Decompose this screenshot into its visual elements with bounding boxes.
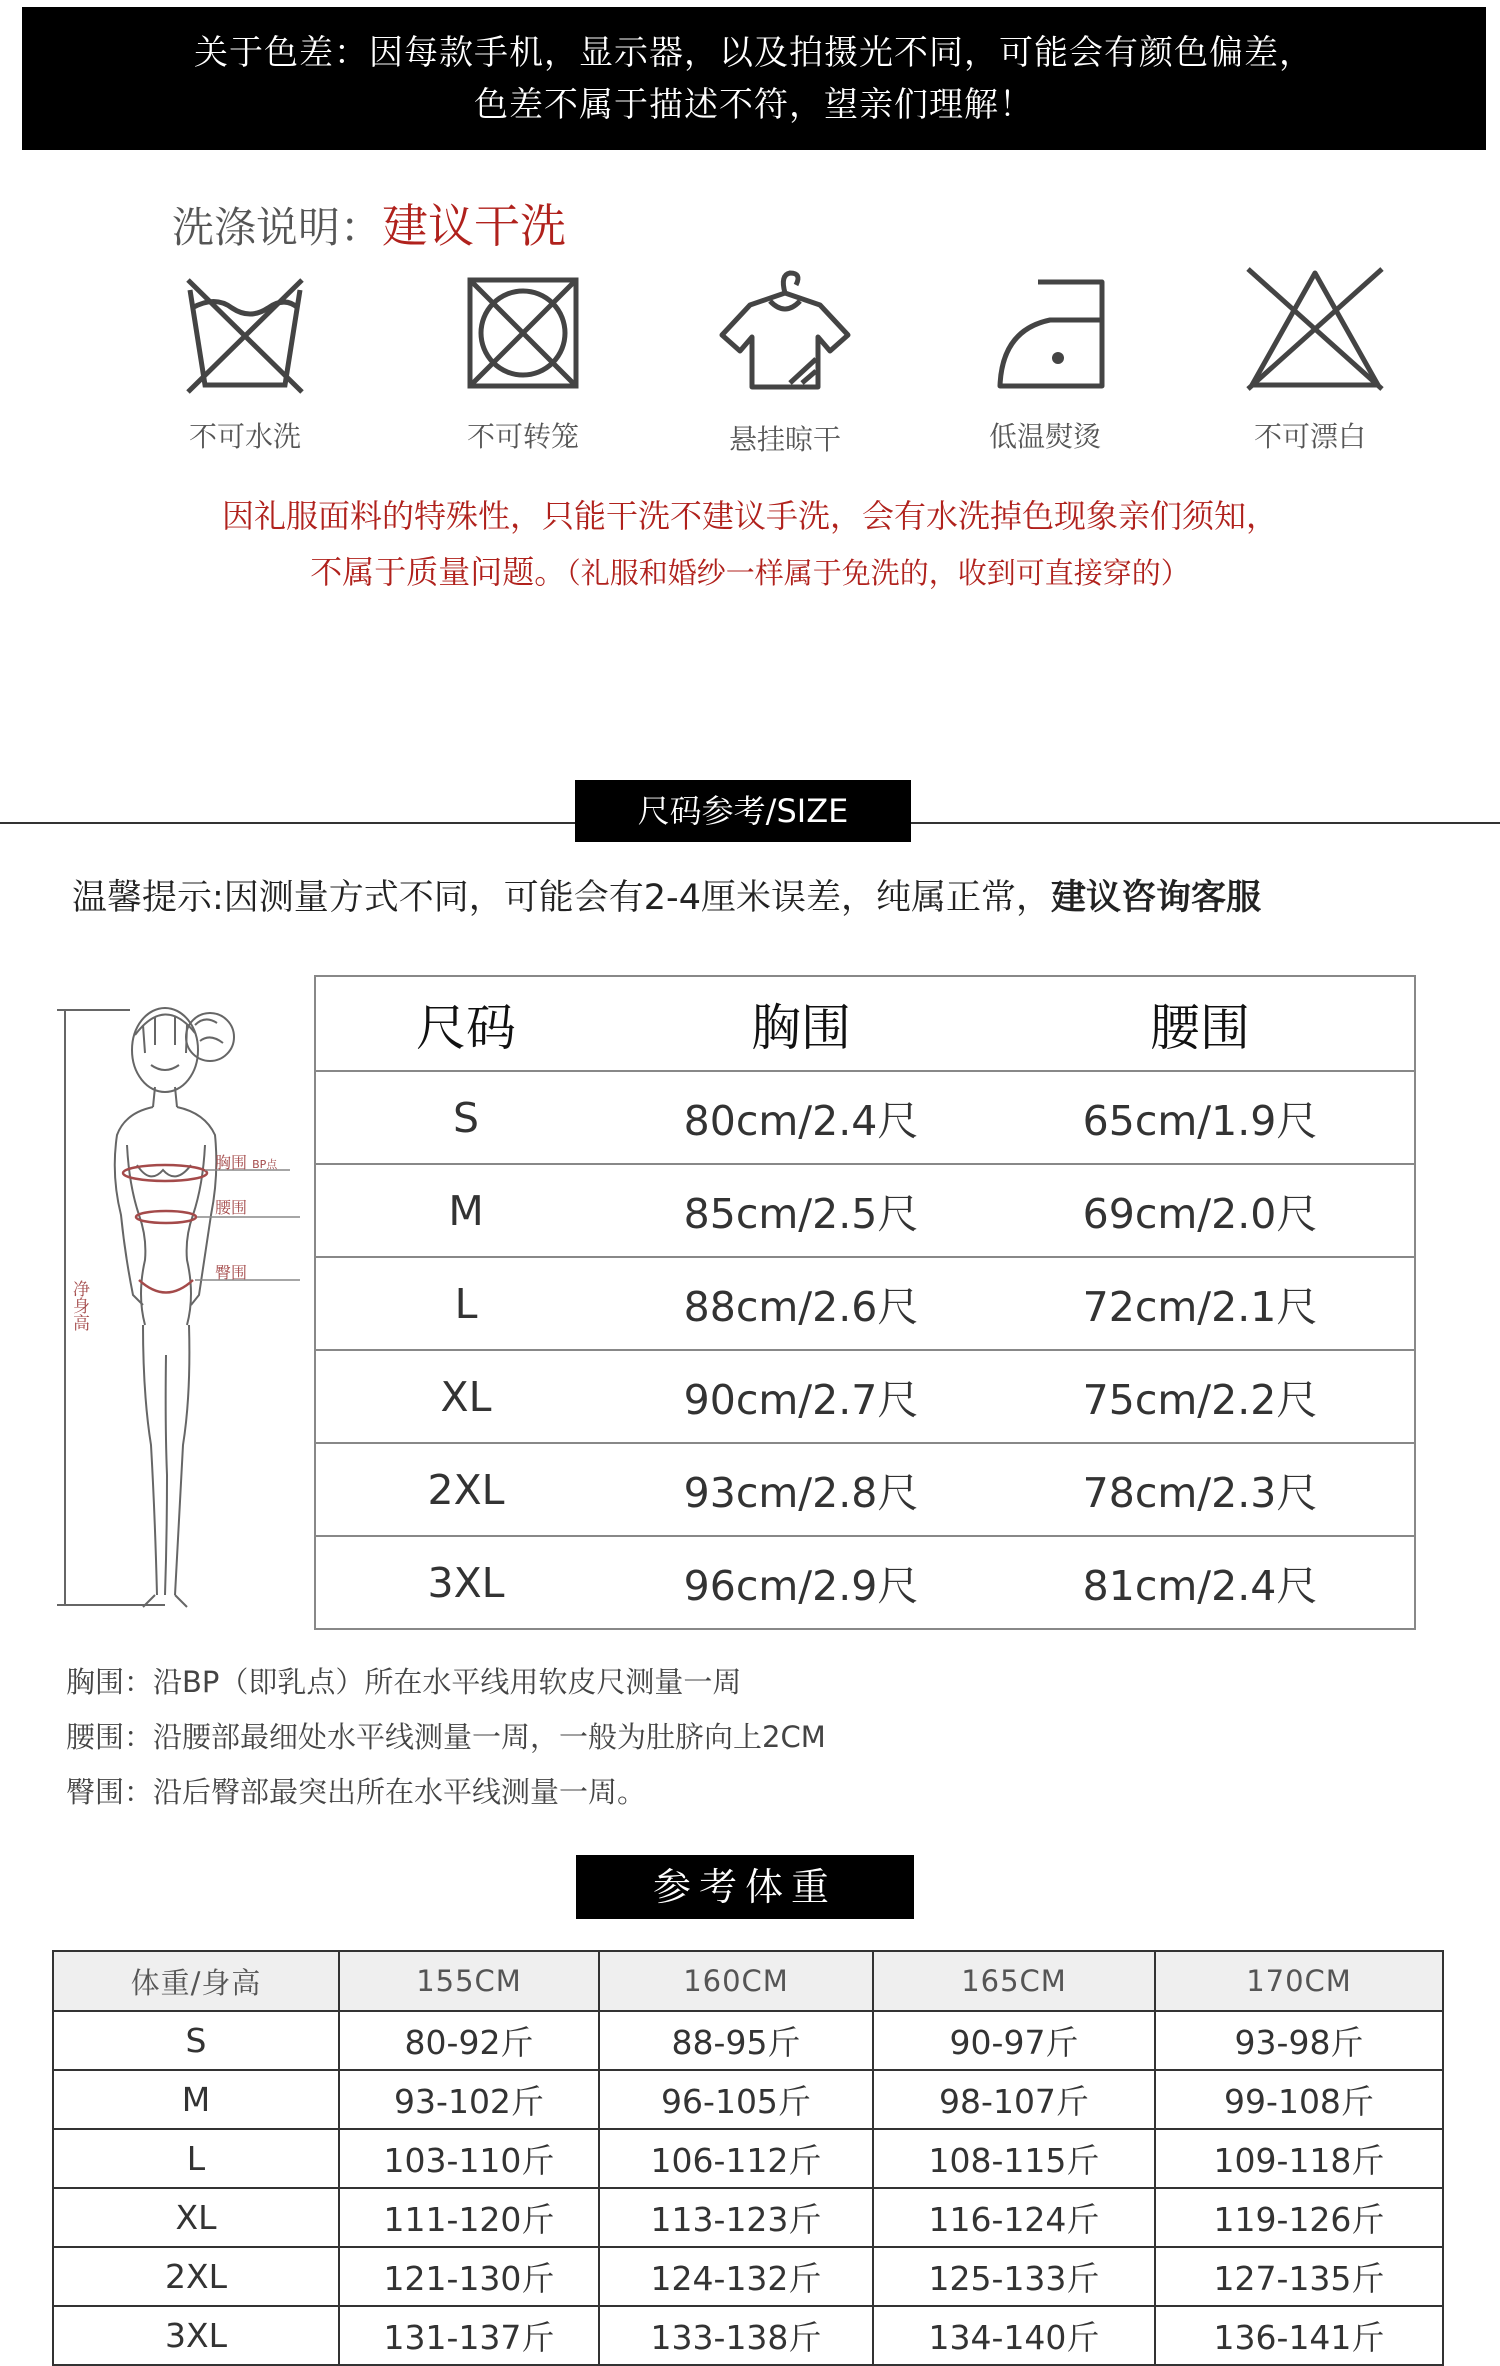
care-note-line-1: 因礼服面料的特殊性，只能干洗不建议手洗，会有水洗掉色现象亲们须知，	[221, 497, 1278, 535]
weight-cell: 133-138斤	[599, 2306, 873, 2365]
color-difference-notice	[22, 7, 1486, 150]
size-cell: L	[53, 2129, 339, 2188]
wash-title-highlight: 建议干洗	[382, 199, 567, 253]
tip-bold: 建议咨询客服	[1050, 878, 1261, 918]
waist-label: 腰围	[215, 1198, 248, 1217]
table-row	[315, 1443, 1415, 1536]
header-bust: 胸围	[751, 998, 851, 1057]
waist-cell: 65cm/1.9尺	[986, 1071, 1415, 1164]
bust-cell: 90cm/2.7尺	[616, 1350, 986, 1443]
weight-cell: 109-118斤	[1155, 2129, 1443, 2188]
figure-drawing	[55, 975, 315, 1615]
wash-title	[172, 190, 566, 256]
header-155: 155CM	[339, 1951, 599, 2011]
weight-table-header	[53, 1951, 1443, 2011]
bust-cell: 93cm/2.8尺	[616, 1443, 986, 1536]
table-row	[315, 1350, 1415, 1443]
body-measurement-figure	[55, 975, 315, 1615]
size-cell: 3XL	[315, 1536, 616, 1629]
wash-icon-label: 低温熨烫	[988, 420, 1101, 453]
size-cell: XL	[53, 2188, 339, 2247]
size-cell: 2XL	[315, 1443, 616, 1536]
wash-icon-label: 不可漂白	[1253, 420, 1366, 453]
waist-cell: 81cm/2.4尺	[986, 1536, 1415, 1629]
weight-cell: 93-98斤	[1155, 2011, 1443, 2070]
size-table-header	[315, 976, 1415, 1071]
weight-cell: 119-126斤	[1155, 2188, 1443, 2247]
weight-cell: 93-102斤	[339, 2070, 599, 2129]
bust-cell: 80cm/2.4尺	[616, 1071, 986, 1164]
table-row	[53, 2070, 1443, 2129]
care-note-main: 不属于质量问题。	[310, 553, 567, 591]
care-note	[100, 488, 1400, 601]
weight-cell: 88-95斤	[599, 2011, 873, 2070]
table-row	[53, 2306, 1443, 2365]
size-cell: L	[315, 1257, 616, 1350]
weight-cell: 131-137斤	[339, 2306, 599, 2365]
size-cell: S	[53, 2011, 339, 2070]
weight-cell: 127-135斤	[1155, 2247, 1443, 2306]
weight-cell: 116-124斤	[873, 2188, 1155, 2247]
size-cell: M	[315, 1164, 616, 1257]
size-cell: S	[315, 1071, 616, 1164]
weight-cell: 125-133斤	[873, 2247, 1155, 2306]
weight-cell: 90-97斤	[873, 2011, 1155, 2070]
header-size: 尺码	[416, 998, 516, 1057]
table-row	[53, 2129, 1443, 2188]
weight-cell: 98-107斤	[873, 2070, 1155, 2129]
header-weight-height: 体重/身高	[53, 1951, 339, 2011]
table-row	[53, 2188, 1443, 2247]
no-wash-icon	[170, 270, 320, 400]
weight-cell: 111-120斤	[339, 2188, 599, 2247]
notice-line-2: 色差不属于描述不符，望亲们理解！	[474, 84, 1034, 125]
size-cell: XL	[315, 1350, 616, 1443]
no-tumble-dry-icon	[448, 270, 598, 400]
header-160: 160CM	[599, 1951, 873, 2011]
waist-cell: 75cm/2.2尺	[986, 1350, 1415, 1443]
weight-cell: 113-123斤	[599, 2188, 873, 2247]
size-section-tag: 尺码参考/SIZE	[575, 780, 911, 842]
header-waist: 腰围	[1150, 998, 1250, 1057]
height-label: 净身高	[69, 1280, 89, 1331]
weight-table	[52, 1950, 1444, 2366]
weight-cell: 106-112斤	[599, 2129, 873, 2188]
header-170: 170CM	[1155, 1951, 1443, 2011]
table-row	[315, 1071, 1415, 1164]
weight-cell: 108-115斤	[873, 2129, 1155, 2188]
care-note-small: （礼服和婚纱一样属于免洗的，收到可直接穿的）	[566, 556, 1190, 590]
size-cell: 3XL	[53, 2306, 339, 2365]
tip-main: 温馨提示:因测量方式不同，可能会有2-4厘米误差，纯属正常，	[72, 878, 1051, 918]
size-cell: M	[53, 2070, 339, 2129]
table-row	[315, 1536, 1415, 1629]
weight-cell: 96-105斤	[599, 2070, 873, 2129]
table-row	[53, 2247, 1443, 2306]
bust-cell: 96cm/2.9尺	[616, 1536, 986, 1629]
note-bust: 胸围：沿BP（即乳点）所在水平线用软皮尺测量一周	[66, 1665, 742, 1699]
weight-cell: 124-132斤	[599, 2247, 873, 2306]
weight-cell: 134-140斤	[873, 2306, 1155, 2365]
wash-icon-label: 悬挂晾干	[728, 423, 841, 456]
bust-cell: 88cm/2.6尺	[616, 1257, 986, 1350]
table-row	[53, 2011, 1443, 2070]
weight-section-tag: 参考体重	[576, 1855, 914, 1919]
size-table	[314, 975, 1416, 1630]
waist-cell: 72cm/2.1尺	[986, 1257, 1415, 1350]
size-cell: 2XL	[53, 2247, 339, 2306]
measurement-tip	[72, 870, 1261, 920]
no-bleach-icon	[1240, 265, 1390, 395]
wash-title-prefix: 洗涤说明：	[172, 203, 383, 252]
header-165: 165CM	[873, 1951, 1155, 2011]
waist-cell: 69cm/2.0尺	[986, 1164, 1415, 1257]
hip-label: 臀围	[215, 1263, 248, 1282]
note-waist: 腰围：沿腰部最细处水平线测量一周，一般为肚脐向上2CM	[66, 1720, 826, 1754]
note-hip: 臀围：沿后臀部最突出所在水平线测量一周。	[66, 1775, 647, 1809]
weight-cell: 136-141斤	[1155, 2306, 1443, 2365]
table-row	[315, 1164, 1415, 1257]
notice-line-1: 关于色差：因每款手机，显示器，以及拍摄光不同，可能会有颜色偏差，	[194, 32, 1314, 73]
hang-dry-icon	[710, 265, 860, 395]
iron-low-icon	[990, 270, 1140, 400]
wash-icon-label: 不可水洗	[188, 420, 301, 453]
waist-cell: 78cm/2.3尺	[986, 1443, 1415, 1536]
bust-label: 胸围 BP点	[215, 1153, 278, 1172]
care-note-line-2	[100, 544, 1400, 601]
weight-cell: 103-110斤	[339, 2129, 599, 2188]
weight-cell: 80-92斤	[339, 2011, 599, 2070]
weight-cell: 99-108斤	[1155, 2070, 1443, 2129]
wash-icon-label: 不可转笼	[466, 420, 579, 453]
bust-cell: 85cm/2.5尺	[616, 1164, 986, 1257]
weight-cell: 121-130斤	[339, 2247, 599, 2306]
table-row	[315, 1257, 1415, 1350]
